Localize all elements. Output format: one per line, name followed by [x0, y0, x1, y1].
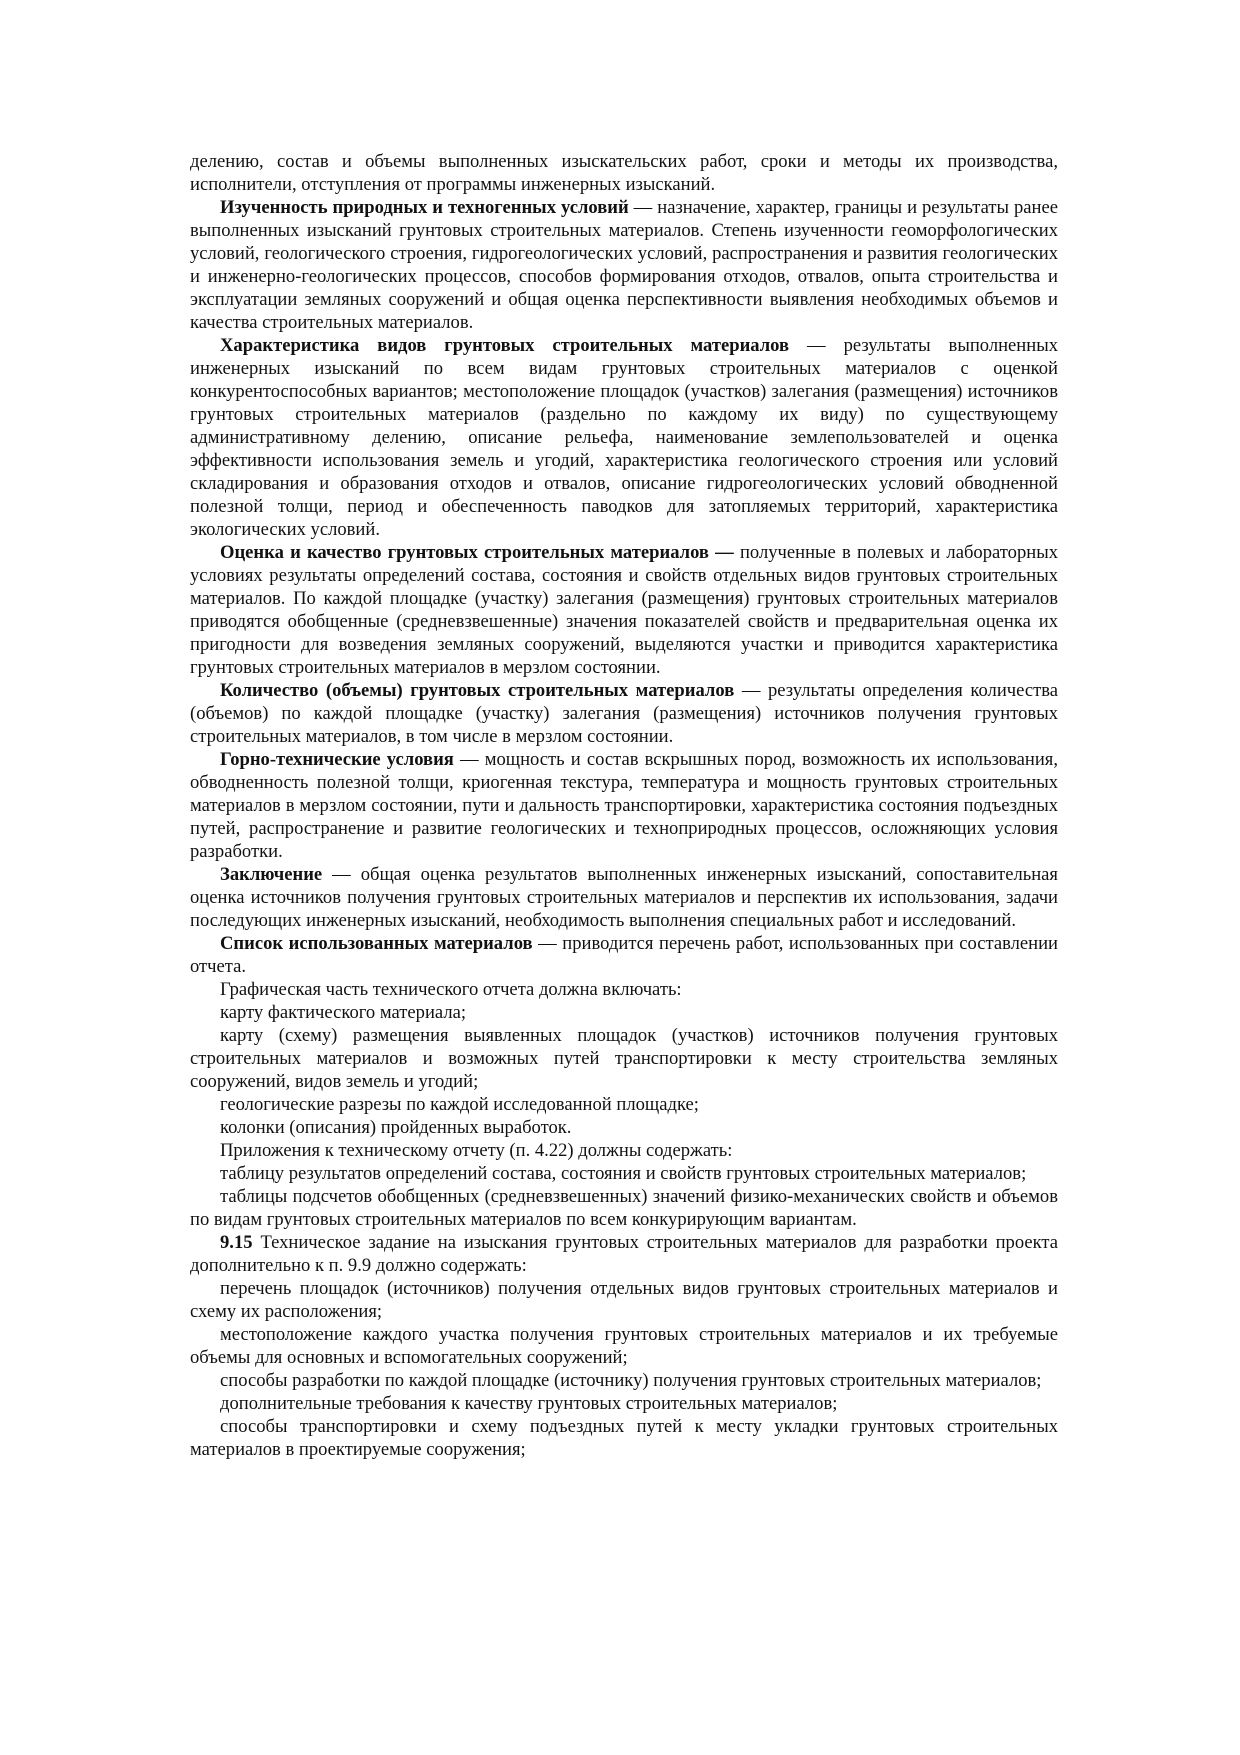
paragraph-text: — приводится перечень работ, использованных при составлении отчета.: [190, 933, 1058, 977]
paragraph-19: [190, 1323, 1058, 1369]
paragraph-text: — назначение, характер, границы и результаты ранее выполненных изысканий грунтовых строительных материалов. Степень изученности геоморфологических условий, геологического строения, гидрогеологических условий, распространения и развития геологических и инженерно-геологических процессов, способов формирования отходов, отвалов, опыта строительства и эксплуатации земляных сооружений и общая оценка перспективности выявления необходимых объемов и качества строительных материалов.: [190, 197, 1058, 333]
paragraph-14: [190, 1139, 1058, 1162]
document-page: [190, 150, 1058, 1461]
paragraph-text: — результаты выполненных инженерных изысканий по всем видам грунтовых строительных материалов с оценкой конкурентоспособных вариантов; местоположение площадок (участков) залегания (размещения) источников грунтовых строительных материалов (раздельно по каждому их виду) по существующему административному делению, описание рельефа, наименование землепользователей и оценка эффективности использования земель и угодий, характеристика геологического строения или условий складирования и образования отходов и отвалов, описание гидрогеологических условий обводненной полезной толщи, период и обеспеченность паводков для затопляемых территорий, характеристика экологических условий.: [190, 335, 1058, 540]
paragraph-22: [190, 1415, 1058, 1461]
paragraph-text: карту фактического материала;: [220, 1002, 467, 1023]
paragraph-10: [190, 1001, 1058, 1024]
paragraph-heading: Характеристика видов грунтовых строительных материалов: [220, 335, 790, 356]
paragraph-3: [190, 334, 1058, 541]
paragraph-2: [190, 196, 1058, 334]
paragraph-5: [190, 679, 1058, 748]
paragraph-heading: Горно-технические условия: [220, 749, 454, 770]
paragraph-heading: Заключение: [220, 864, 323, 885]
paragraph-heading: Оценка и качество грунтовых строительных материалов —: [220, 542, 734, 563]
paragraph-text: дополнительные требования к качеству грунтовых строительных материалов;: [220, 1393, 838, 1414]
paragraph-text: Приложения к техническому отчету (п. 4.22) должны содержать:: [220, 1140, 733, 1161]
paragraph-text: Техническое задание на изыскания грунтовых строительных материалов для разработки проекта дополнительно к п. 9.9 должно содержать:: [190, 1232, 1058, 1276]
paragraph-8: [190, 932, 1058, 978]
paragraph-15: [190, 1162, 1058, 1185]
paragraph-18: [190, 1277, 1058, 1323]
paragraph-text: делению, состав и объемы выполненных изыскательских работ, сроки и методы их производства, исполнители, отступления от программы инженерных изысканий.: [190, 151, 1058, 195]
paragraph-text: — общая оценка результатов выполненных инженерных изысканий, сопоставительная оценка источников получения грунтовых строительных материалов и перспектив их использования, задачи последующих инженерных изысканий, необходимость выполнения специальных работ и исследований.: [190, 864, 1058, 931]
paragraph-text: — мощность и состав вскрышных пород, возможность их использования, обводненность полезной толщи, криогенная текстура, температура и мощность грунтовых строительных материалов в мерзлом состоянии, пути и дальность транспортировки, характеристика состояния подъездных путей, распространение и развитие геологических и техноприродных процессов, осложняющих условия разработки.: [190, 749, 1058, 862]
section-number: 9.15: [220, 1232, 253, 1253]
paragraph-heading: Количество (объемы) грунтовых строительных материалов: [220, 680, 735, 701]
paragraph-text: таблицу результатов определений состава, состояния и свойств грунтовых строительных материалов;: [220, 1163, 1027, 1184]
paragraph-text: колонки (описания) пройденных выработок.: [220, 1117, 572, 1138]
paragraph-text: полученные в полевых и лабораторных условиях результаты определений состава, состояния и свойств отдельных видов грунтовых строительных материалов. По каждой площадке (участку) залегания (размещения) грунтовых строительных материалов приводятся обобщенные (средневзвешенные) значения показателей свойств и предварительная оценка их пригодности для возведения земляных сооружений, выделяются участки и приводится характеристика грунтовых строительных материалов в мерзлом состоянии.: [190, 542, 1058, 678]
paragraph-text: — результаты определения количества (объемов) по каждой площадке (участку) залегания (размещения) источников получения грунтовых строительных материалов, в том числе в мерзлом состоянии.: [190, 680, 1059, 747]
paragraph-20: [190, 1369, 1058, 1392]
paragraph-text: местоположение каждого участка получения грунтовых строительных материалов и их требуемые объемы для основных и вспомогательных сооружений;: [190, 1324, 1058, 1368]
paragraph-12: [190, 1093, 1058, 1116]
paragraph-text: перечень площадок (источников) получения отдельных видов грунтовых строительных материалов и схему их расположения;: [190, 1278, 1058, 1322]
paragraph-7: [190, 863, 1058, 932]
paragraph-text: карту (схему) размещения выявленных площадок (участков) источников получения грунтовых строительных материалов и возможных путей транспортировки к месту строительства земляных сооружений, видов земель и угодий;: [190, 1025, 1058, 1092]
paragraph-text: таблицы подсчетов обобщенных (средневзвешенных) значений физико-механических свойств и объемов по видам грунтовых строительных материалов по всем конкурирующим вариантам.: [190, 1186, 1058, 1230]
paragraph-1: [190, 150, 1058, 196]
paragraph-text: способы транспортировки и схему подъездных путей к месту укладки грунтовых строительных материалов в проектируемые сооружения;: [190, 1416, 1058, 1460]
paragraph-13: [190, 1116, 1058, 1139]
paragraph-4: [190, 541, 1058, 679]
paragraph-text: Графическая часть технического отчета должна включать:: [220, 979, 682, 1000]
paragraph-heading: Изученность природных и техногенных условий: [220, 197, 629, 218]
paragraph-9: [190, 978, 1058, 1001]
paragraph-16: [190, 1185, 1058, 1231]
paragraph-text: геологические разрезы по каждой исследованной площадке;: [220, 1094, 699, 1115]
paragraph-text: способы разработки по каждой площадке (источнику) получения грунтовых строительных материалов;: [220, 1370, 1042, 1391]
paragraph-11: [190, 1024, 1058, 1093]
paragraph-21: [190, 1392, 1058, 1415]
paragraph-17: [190, 1231, 1058, 1277]
paragraph-heading: Список использованных материалов: [220, 933, 533, 954]
paragraph-6: [190, 748, 1058, 863]
